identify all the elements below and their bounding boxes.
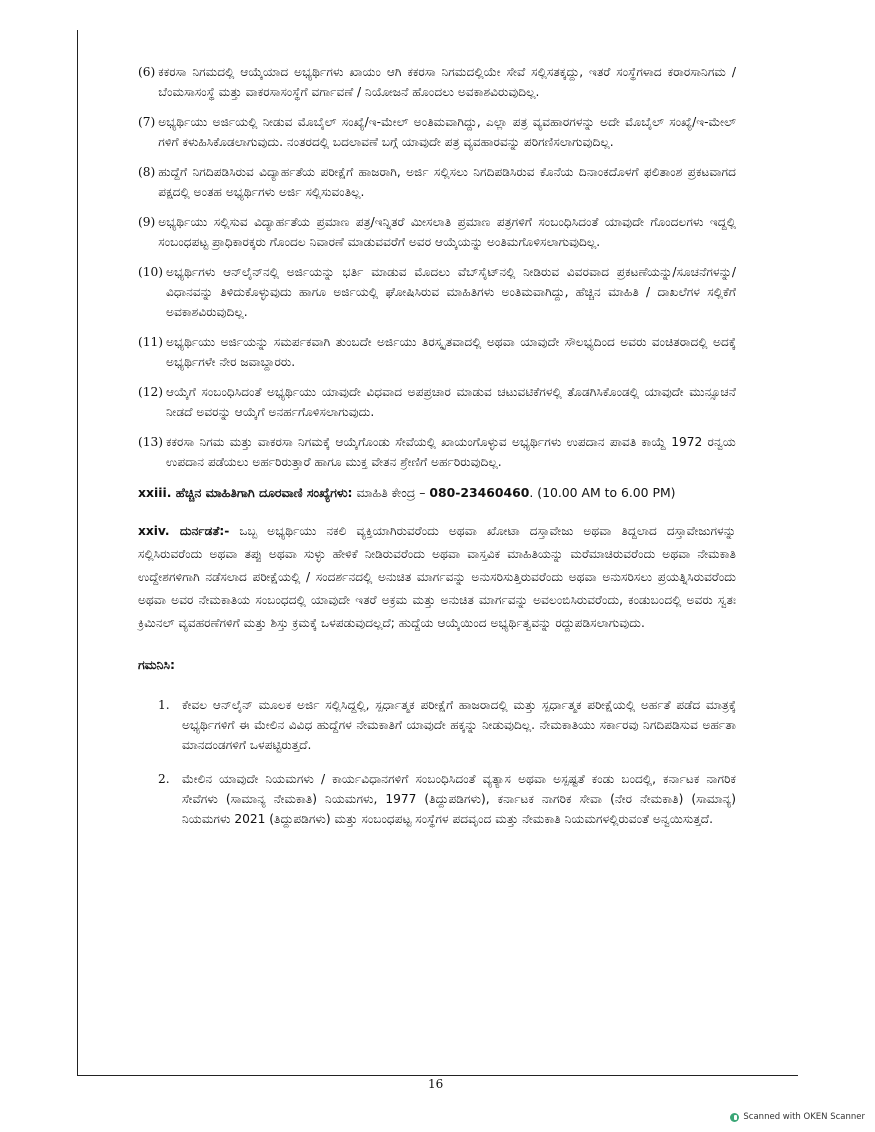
- note-item-2: [158, 769, 736, 829]
- clause-text: ಅಭ್ಯರ್ಥಿಯು ಸಲ್ಲಿಸುವ ವಿದ್ಯಾರ್ಹತೆಯ ಪ್ರಮಾಣ ಪತ್ರ/ಇನ್ನಿತರೆ ಮೀಸಲಾತಿ ಪ್ರಮಾಣ ಪತ್ರಗಳಿಗೆ ಸಂಬಂಧಿಸಿದಂತೆ ಯಾವುದೇ ಗೊಂದಲಗಳು ಇದ್ದಲ್ಲಿ ಸಂಬಂಧಪಟ್ಟ ಪ್ರಾಧಿಕಾರಕ್ಕರು ಗೊಂದಲ ನಿವಾರಣೆ ಮಾಡುವವರೆಗೆ ಅವರ ಆಯ್ಕೆಯನ್ನು ಅಂತಿಮಗೊಳಿಸಲಾಗುವುದಿಲ್ಲ.: [158, 215, 736, 249]
- note-item-1: [158, 695, 736, 755]
- clause-text: ಅಭ್ಯರ್ಥಿಗಳು ಆನ್‌ಲೈನ್‌ನಲ್ಲಿ ಅರ್ಜಿಯನ್ನು ಭರ್ತಿ ಮಾಡುವ ಮೊದಲು ವೆಬ್‌ಸೈಟ್‌ನಲ್ಲಿ ನೀಡಿರುವ ವಿವರವಾದ ಪ್ರಕಟಣೆಯನ್ನು/ಸೂಚನೆಗಳನ್ನು/ವಿಧಾನವನ್ನು ತಿಳಿದುಕೊಳ್ಳುವುದು ಹಾಗೂ ಅರ್ಜಿಯಲ್ಲಿ ಘೋಷಿಸಿರುವ ಮಾಹಿತಿಗಳು ಅಂತಿಮವಾಗಿದ್ದು, ಹೆಚ್ಚಿನ ಮಾಹಿತಿ / ದಾಖಲೆಗಳ ಸಲ್ಲಿಕೆಗೆ ಅವಕಾಶವಿರುವುದಿಲ್ಲ.: [166, 265, 736, 319]
- section-label: xxiii. ಹೆಚ್ಚಿನ ಮಾಹಿತಿಗಾಗಿ ದೂರವಾಣಿ ಸಂಖ್ಯೆಗಳು:: [138, 485, 353, 500]
- scanner-text: Scanned with OKEN Scanner: [743, 1112, 865, 1122]
- clause-11: [138, 332, 736, 372]
- clause-text: ಅಭ್ಯರ್ಥಿಯು ಅರ್ಜಿಯಲ್ಲಿ ನೀಡುವ ಮೊಬೈಲ್ ಸಂಖ್ಯೆ/ಇ-ಮೇಲ್ ಅಂತಿಮವಾಗಿದ್ದು, ಎಲ್ಲಾ ಪತ್ರ ವ್ಯವಹಾರಗಳನ್ನು ಅದೇ ಮೊಬೈಲ್ ಸಂಖ್ಯೆ/ಇ-ಮೇಲ್ ಗಳಿಗೆ ಕಳುಹಿಸಿಕೊಡಲಾಗುವುದು. ನಂತರದಲ್ಲಿ ಬದಲಾವಣೆ ಬಗ್ಗೆ ಯಾವುದೇ ಪತ್ರ ವ್ಯವಹಾರವನ್ನು ಪರಿಗಣಿಸಲಾಗುವುದಿಲ್ಲ.: [158, 115, 736, 149]
- clause-text: ಅಭ್ಯರ್ಥಿಯು ಅರ್ಜಿಯನ್ನು ಸಮರ್ಪಕವಾಗಿ ತುಂಬದೇ ಅರ್ಜಿಯು ತಿರಸ್ಕೃತವಾದಲ್ಲಿ ಅಥವಾ ಯಾವುದೇ ಸೌಲಭ್ಯದಿಂದ ಅವರು ವಂಚಿತರಾದಲ್ಲಿ ಅದಕ್ಕೆ ಅಭ್ಯರ್ಥಿಗಳೇ ನೇರ ಜವಾಬ್ದಾರರು.: [166, 335, 736, 369]
- note-number: 1.: [158, 698, 170, 712]
- clause-9: [138, 212, 736, 252]
- clause-text: ಆಯ್ಕೆಗೆ ಸಂಬಂಧಿಸಿದಂತೆ ಅಭ್ಯರ್ಥಿಯು ಯಾವುದೇ ವಿಧವಾದ ಅಪಪ್ರಚಾರ ಮಾಡುವ ಚಟುವಟಿಕೆಗಳಲ್ಲಿ ತೊಡಗಿಸಿಕೊಂಡಲ್ಲಿ ಯಾವುದೇ ಮುನ್ಸೂಚನೆ ನೀಡದೆ ಅವರನ್ನು ಆಯ್ಕೆಗೆ ಅನರ್ಹಗೊಳಿಸಲಾಗುವುದು.: [166, 385, 736, 419]
- note-text: ಮೇಲಿನ ಯಾವುದೇ ನಿಯಮಗಳು / ಕಾರ್ಯವಿಧಾನಗಳಿಗೆ ಸಂಬಂಧಿಸಿದಂತೆ ವ್ಯತ್ಯಾಸ ಅಥವಾ ಅಸ್ಪಷ್ಟತೆ ಕಂಡು ಬಂದಲ್ಲಿ, ಕರ್ನಾಟಕ ನಾಗರಿಕ ಸೇವೆಗಳು (ಸಾಮಾನ್ಯ ನೇಮಕಾತಿ) ನಿಯಮಗಳು, 1977 (ತಿದ್ದುಪಡಿಗಳು), ಕರ್ನಾಟಕ ನಾಗರಿಕ ಸೇವಾ (ನೇರ ನೇಮಕಾತಿ) (ಸಾಮಾನ್ಯ) ನಿಯಮಗಳು 2021 (ತಿದ್ದುಪಡಿಗಳು) ಮತ್ತು ಸಂಬಂಧಪಟ್ಟ ಸಂಸ್ಥೆಗಳ ಪದವೃಂದ ಮತ್ತು ನೇಮಕಾತಿ ನಿಯಮಗಳಲ್ಲಿರುವಂತೆ ಅನ್ವಯಿಸುತ್ತದೆ.: [182, 772, 736, 826]
- clause-13: [138, 432, 736, 472]
- page-number: 16: [428, 1077, 444, 1091]
- clause-number: (8): [138, 165, 156, 179]
- clause-number: (12): [138, 385, 164, 399]
- clause-number: (10): [138, 265, 164, 279]
- notes-list: [158, 695, 736, 829]
- clause-number: (13): [138, 435, 164, 449]
- contact-phone-number: 080-23460460: [429, 485, 530, 500]
- clause-text: ಹುದ್ದೆಗೆ ನಿಗದಿಪಡಿಸಿರುವ ವಿದ್ಯಾರ್ಹತೆಯ ಪರೀಕ್ಷೆಗೆ ಹಾಜರಾಗಿ, ಅರ್ಜಿ ಸಲ್ಲಿಸಲು ನಿಗದಿಪಡಿಸಿರುವ ಕೊನೆಯ ದಿನಾಂಕದೊಳಗೆ ಫಲಿತಾಂಶ ಪ್ರಕಟವಾಗದ ಪಕ್ಷದಲ್ಲಿ ಅಂತಹ ಅಭ್ಯರ್ಥಿಗಳು ಅರ್ಜಿ ಸಲ್ಲಿಸುವಂತಿಲ್ಲ.: [158, 165, 736, 199]
- section-xxiii-contact: [138, 482, 736, 504]
- notes-title: ಗಮನಿಸಿ:: [138, 657, 175, 672]
- clause-text: ಕಕರಸಾ ನಿಗಮದಲ್ಲಿ ಆಯ್ಕೆಯಾದ ಅಭ್ಯರ್ಥಿಗಳು ಖಾಯಂ ಆಗಿ ಕಕರಸಾ ನಿಗಮದಲ್ಲಿಯೇ ಸೇವೆ ಸಲ್ಲಿಸತಕ್ಕದ್ದು, ಇತರೆ ಸಂಸ್ಥೆಗಳಾದ ಕರಾರಸಾನಿಗಮ / ಬೆಂಮಸಾಸಂಸ್ಥೆ ಮತ್ತು ವಾಕರಸಾಸಂಸ್ಥೆಗೆ ವರ್ಗಾವಣೆ / ನಿಯೋಜನೆ ಹೊಂದಲು ಅವಕಾಶವಿರುವುದಿಲ್ಲ.: [158, 65, 736, 99]
- clause-8: [138, 162, 736, 202]
- section-xxiv-misconduct: [138, 520, 736, 635]
- clause-6: [138, 62, 736, 102]
- contact-prefix: ಮಾಹಿತಿ ಕೇಂದ್ರ –: [352, 485, 430, 500]
- clause-number: (6): [138, 65, 156, 79]
- clause-7: [138, 112, 736, 152]
- section-label: xxiv. ದುರ್ನಡತೆ:-: [138, 524, 230, 538]
- contact-hours: . (10.00 AM to 6.00 PM): [529, 485, 676, 500]
- clause-10: [138, 262, 736, 322]
- scanner-watermark: [730, 1112, 865, 1122]
- clause-number: (7): [138, 115, 156, 129]
- document-body: [138, 62, 736, 843]
- scanner-logo-icon: [730, 1113, 739, 1122]
- note-text: ಕೇವಲ ಆನ್‌ಲೈನ್ ಮೂಲಕ ಅರ್ಜಿ ಸಲ್ಲಿಸಿದ್ದಲ್ಲಿ, ಸ್ಪರ್ಧಾತ್ಮಕ ಪರೀಕ್ಷೆಗೆ ಹಾಜರಾದಲ್ಲಿ ಮತ್ತು ಸ್ಪರ್ಧಾತ್ಮಕ ಪರೀಕ್ಷೆಯಲ್ಲಿ ಅರ್ಹತೆ ಪಡೆದ ಮಾತ್ರಕ್ಕೆ ಅಭ್ಯರ್ಥಿಗಳಿಗೆ ಈ ಮೇಲಿನ ವಿವಿಧ ಹುದ್ದೆಗಳ ನೇಮಕಾತಿಗೆ ಯಾವುದೇ ಹಕ್ಕನ್ನು ನೀಡುವುದಿಲ್ಲ. ನೇಮಕಾತಿಯು ಸರ್ಕಾರವು ನಿಗದಿಪಡಿಸುವ ಅರ್ಹತಾ ಮಾನದಂಡಗಳಿಗೆ ಒಳಪಟ್ಟಿರುತ್ತದೆ.: [182, 698, 736, 752]
- clause-text: ಕಕರಸಾ ನಿಗಮ ಮತ್ತು ವಾಕರಸಾ ನಿಗಮಕ್ಕೆ ಆಯ್ಕೆಗೊಂಡು ಸೇವೆಯಲ್ಲಿ ಖಾಯಂಗೊಳ್ಳುವ ಅಭ್ಯರ್ಥಿಗಳು ಉಪದಾನ ಪಾವತಿ ಕಾಯ್ದೆ 1972 ರನ್ವಯ ಉಪದಾನ ಪಡೆಯಲು ಅರ್ಹರಿರುತ್ತಾರೆ ಹಾಗೂ ಮುಕ್ತ ವೇತನ ಶ್ರೇಣಿಗೆ ಅರ್ಹರಿರುವುದಿಲ್ಲ.: [166, 435, 736, 469]
- note-number: 2.: [158, 772, 170, 786]
- clause-number: (11): [138, 335, 164, 349]
- clause-12: [138, 382, 736, 422]
- clause-list: [138, 62, 736, 472]
- section-text: ಒಬ್ಬ ಅಭ್ಯರ್ಥಿಯು ನಕಲಿ ವ್ಯಕ್ತಿಯಾಗಿರುವರೆಂದು ಅಥವಾ ಖೋಟಾ ದಸ್ತಾವೇಜು ಅಥವಾ ತಿದ್ದಲಾದ ದಸ್ತಾವೇಜುಗಳನ್ನು ಸಲ್ಲಿಸಿರುವರೆಂದು ಅಥವಾ ತಪ್ಪು ಅಥವಾ ಸುಳ್ಳು ಹೇಳಿಕೆ ನೀಡಿರುವರೆಂದು ಅಥವಾ ವಾಸ್ತವಿಕ ಮಾಹಿತಿಯನ್ನು ಮರೆಮಾಚಿರುವರೆಂದು ಅಥವಾ ನೇಮಕಾತಿ ಉದ್ದೇಶಗಳಿಗಾಗಿ ನಡೆಸಲಾದ ಪರೀಕ್ಷೆಯಲ್ಲಿ / ಸಂದರ್ಶನದಲ್ಲಿ ಅನುಚಿತ ಮಾರ್ಗವನ್ನು ಅನುಸರಿಸುತ್ತಿರುವರೆಂದು ಅಥವಾ ಅನುಸರಿಸಲು ಪ್ರಯತ್ನಿಸಿರುವರೆಂದು ಅಥವಾ ಅವರ ನೇಮಕಾತಿಯ ಸಂಬಂಧದಲ್ಲಿ ಯಾವುದೇ ಇತರೆ ಅಕ್ರಮ ಮತ್ತು ಅನುಚಿತ ಮಾರ್ಗವನ್ನು ಅವಲಂಬಿಸಿರುವರೆಂದು, ಕಂಡುಬಂದಲ್ಲಿ ಅವರು ಸ್ವತಃ ಕ್ರಿಮಿನಲ್ ವ್ಯವಹರಣೆಗಳಿಗೆ ಮತ್ತು ಶಿಸ್ತು ಕ್ರಮಕ್ಕೆ ಒಳಪಡುವುದಲ್ಲದೆ; ಹುದ್ದೆಯ ಆಯ್ಕೆಯಿಂದ ಅಭ್ಯರ್ಥಿತ್ವವನ್ನು ರದ್ದುಪಡಿಸಲಾಗುವುದು.: [138, 524, 737, 630]
- clause-number: (9): [138, 215, 156, 229]
